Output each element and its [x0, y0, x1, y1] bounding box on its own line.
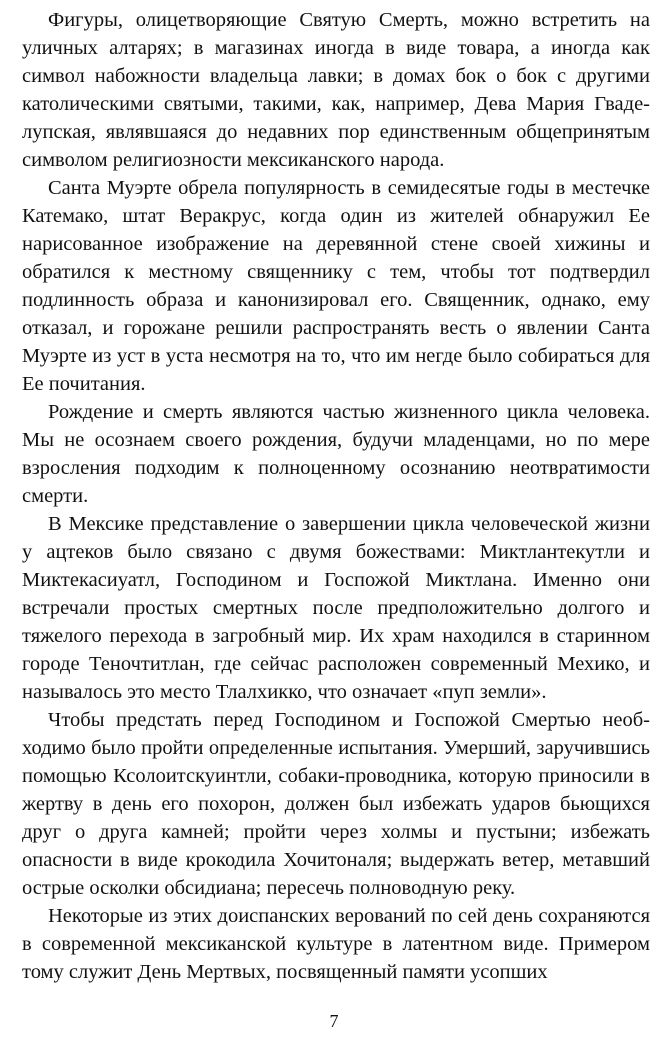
page-number: 7	[329, 1011, 339, 1031]
paragraph-5: Чтобы предстать перед Господином и Госпожой Смертью необходимо было пройти определенные испытания. Умерший, заручившись помощью Ксолоитскуинтли, собаки-проводника, которую приносили в жертву в день его похорон, должен был избежать ударов бьющихся друг о друга камней; пройти через холмы и пустыни; избежать опасности в виде крокодила Хочитоналя; выдержать ветер, метавший острые осколки обсидиана; пересечь полноводную реку.	[22, 709, 650, 899]
page-body	[22, 6, 650, 986]
paragraph-2: Санта Муэрте обрела популярность в семидесятые годы в местечке Катемако, штат Веракрус, когда один из жителей обнаружил Ее нарисованное изображение на деревянной стене своей хижины и обратился к местному священнику с тем, чтобы тот подтвердил подлинность образа и канонизировал его. Священник, однако, ему отказал, и горожане решили распространять весть о явлении Санта Муэрте из уст в уста несмотря на то, что им негде было собираться для Ее почитания.	[22, 177, 650, 395]
paragraph-1: Фигуры, олицетворяющие Святую Смерть, можно встретить на уличных алтарях; в магазинах иногда в виде товара, а иногда как символ набожности владельца лавки; в домах бок о бок с другими католическими святыми, такими, как, например, Дева Мария Гваделупская, являвшаяся до недавних пор единственным общепринятым символом религиозности мексиканского народа.	[22, 9, 650, 171]
paragraph-4: В Мексике представление о завершении цикла человеческой жизни у ацтеков было связано с двумя божествами: Миктлантекутли и Миктекасиуатл, Господином и Госпожой Миктлана. Именно они встречали простых смертных после предположительно долгого и тяжелого перехода в загробный мир. Их храм находился в старинном городе Теночтитлан, где сейчас расположен современный Мехико, и называлось это место Тлалхикко, что означает «пуп земли».	[22, 513, 650, 703]
paragraph-3: Рождение и смерть являются частью жизненного цикла человека. Мы не осознаем своего рождения, будучи младенцами, но по мере взросления подходим к полноценному осознанию неотвратимости смерти.	[22, 401, 650, 507]
paragraph-6: Некоторые из этих доиспанских верований по сей день сохраняются в современной мексиканской культуре в латентном виде. Примером тому служит День Мертвых, посвященный памяти усопших	[22, 905, 650, 983]
